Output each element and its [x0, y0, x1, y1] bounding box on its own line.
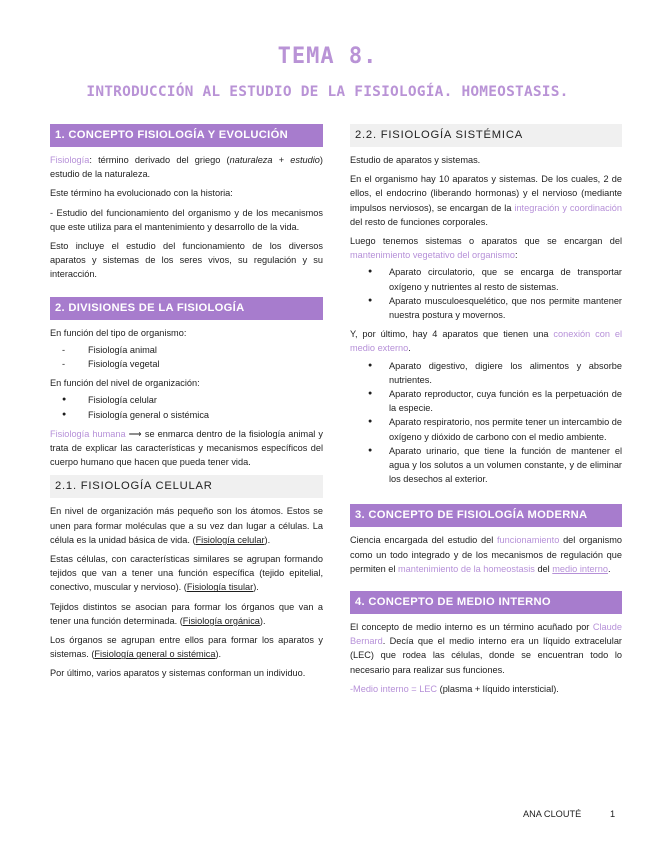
s21-paragraph-2: Estas células, con características similares se agrupan formando tejidos que van a tener una función específica (tejido epitelial, conectivo, muscular y nervioso). (Fisiología tisular). — [50, 554, 323, 593]
list-item: - Fisiología animal — [62, 343, 323, 357]
s4-paragraph-1: El concepto de medio interno es un término acuñado por Claude Bernard. Decía que el medio interno era un líquido extracelular (LEC) que rodea las células, donde se encuentran todo lo necesario para realizar sus funciones. — [350, 622, 622, 675]
list-item: ● Aparato urinario, que tiene la función de mantener el agua y los solutos a un volumen constante, y de eliminar los desechos al exterior. — [368, 444, 622, 487]
s21-paragraph-4: Los órganos se agrupan entre ellos para formar los aparatos y sistemas. (Fisiología general o sistémica). — [50, 635, 323, 660]
section-1-heading: 1. CONCEPTO FISIOLOGÍA Y EVOLUCIÓN — [50, 124, 323, 147]
section-2-1-heading: 2.1. FISIOLOGÍA CELULAR — [50, 475, 323, 498]
section-4-heading: 4. CONCEPTO DE MEDIO INTERNO — [350, 591, 622, 614]
s2-list-organization — [50, 393, 323, 421]
list-item: ● Fisiología general o sistémica — [62, 408, 323, 422]
s1-paragraph-1: Fisiología: término derivado del griego (naturaleza + estudio) estudio de la naturaleza. — [50, 155, 323, 180]
list-item: ● Aparato musculoesquelético, que nos permite mantener nuestra postura y movernos. — [368, 294, 622, 322]
section-2-2-heading: 2.2. FISIOLOGÍA SISTÉMICA — [350, 124, 622, 147]
s3-paragraph-1: Ciencia encargada del estudio del funcionamiento del organismo como un todo integrado y de los mecanismos de regulación que permiten el mantenimiento de la homeostasis del medio interno. — [350, 535, 622, 574]
list-item: ● Aparato digestivo, digiere los alimentos y absorbe nutrientes. — [368, 359, 622, 387]
s22-list-vegetative — [350, 265, 622, 322]
list-item: ● Aparato reproductor, cuya función es la perpetuación de la especie. — [368, 387, 622, 415]
section-2-heading: 2. DIVISIONES DE LA FISIOLOGÍA — [50, 297, 323, 320]
s22-list-external — [350, 359, 622, 487]
right-column — [350, 124, 622, 696]
s1-paragraph-3: - Estudio del funcionamiento del organismo y de los mecanismos que este utiliza para el mantenimiento y desarrollo de la vida. — [50, 207, 323, 232]
page-number: 1 — [610, 809, 616, 819]
list-item: ● Fisiología celular — [62, 393, 323, 407]
page-subtitle: INTRODUCCIÓN AL ESTUDIO DE LA FISIOLOGÍA. HOMEOSTASIS. — [86, 84, 569, 100]
footer-author: ANA CLOUTÉ — [523, 809, 582, 819]
left-column — [50, 124, 323, 681]
list-item: ● Aparato respiratorio, nos permite tener un intercambio de oxígeno y dióxido de carbono con el medio ambiente. — [368, 415, 622, 443]
s2-paragraph-2: En función del nivel de organización: — [50, 378, 200, 389]
s2-list-organism — [50, 343, 323, 371]
list-item: - Fisiología vegetal — [62, 357, 323, 371]
s21-paragraph-1: En nivel de organización más pequeño son los átomos. Estos se unen para formar moléculas que a su vez dan lugar a células. La célula es la unidad básica de vida. (Fisiología celular). — [50, 506, 323, 545]
s22-paragraph-2: En el organismo hay 10 aparatos y sistemas. De los cuales, 2 de ellos, el endocrino (liberando hormonas) y el nervioso (mediante impulsos nerviosos), se encargan de la integración y coordinación del resto de funciones corporales. — [350, 174, 622, 227]
section-3-heading: 3. CONCEPTO DE FISIOLOGÍA MODERNA — [350, 504, 622, 527]
s2-paragraph-3: Fisiología humana ⟶ se enmarca dentro de la fisiología animal y trata de explicar las características y mecanismos específicos del cuerpo humano que hacen que pueda tener vida. — [50, 428, 323, 468]
s4-paragraph-2: -Medio interno = LEC (plasma + líquido intersticial). — [350, 683, 559, 694]
page-title: TEMA 8. — [277, 44, 378, 69]
s21-paragraph-3: Tejidos distintos se asocian para formar los órganos que van a tener una función determinada. (Fisiología orgánica). — [50, 601, 323, 626]
list-item: ● Aparato circulatorio, que se encarga de transportar oxígeno y nutrientes al resto de sistemas. — [368, 265, 622, 293]
s22-paragraph-1: Estudio de aparatos y sistemas. — [350, 155, 481, 165]
s1-paragraph-4: Esto incluye el estudio del funcionamiento de los diversos aparatos y sistemas de los seres vivos, su regulación y su interacción. — [50, 241, 323, 280]
s21-paragraph-5: Por último, varios aparatos y sistemas conforman un individuo. — [50, 668, 306, 679]
s22-paragraph-3: Luego tenemos sistemas o aparatos que se encargan del mantenimiento vegetativo del organismo: — [350, 236, 622, 261]
s1-paragraph-2: Este término ha evolucionado con la historia: — [50, 188, 233, 199]
s22-paragraph-4: Y, por último, hay 4 aparatos que tienen una conexión con el medio externo. — [350, 329, 622, 354]
s2-paragraph-1: En función del tipo de organismo: — [50, 327, 187, 338]
